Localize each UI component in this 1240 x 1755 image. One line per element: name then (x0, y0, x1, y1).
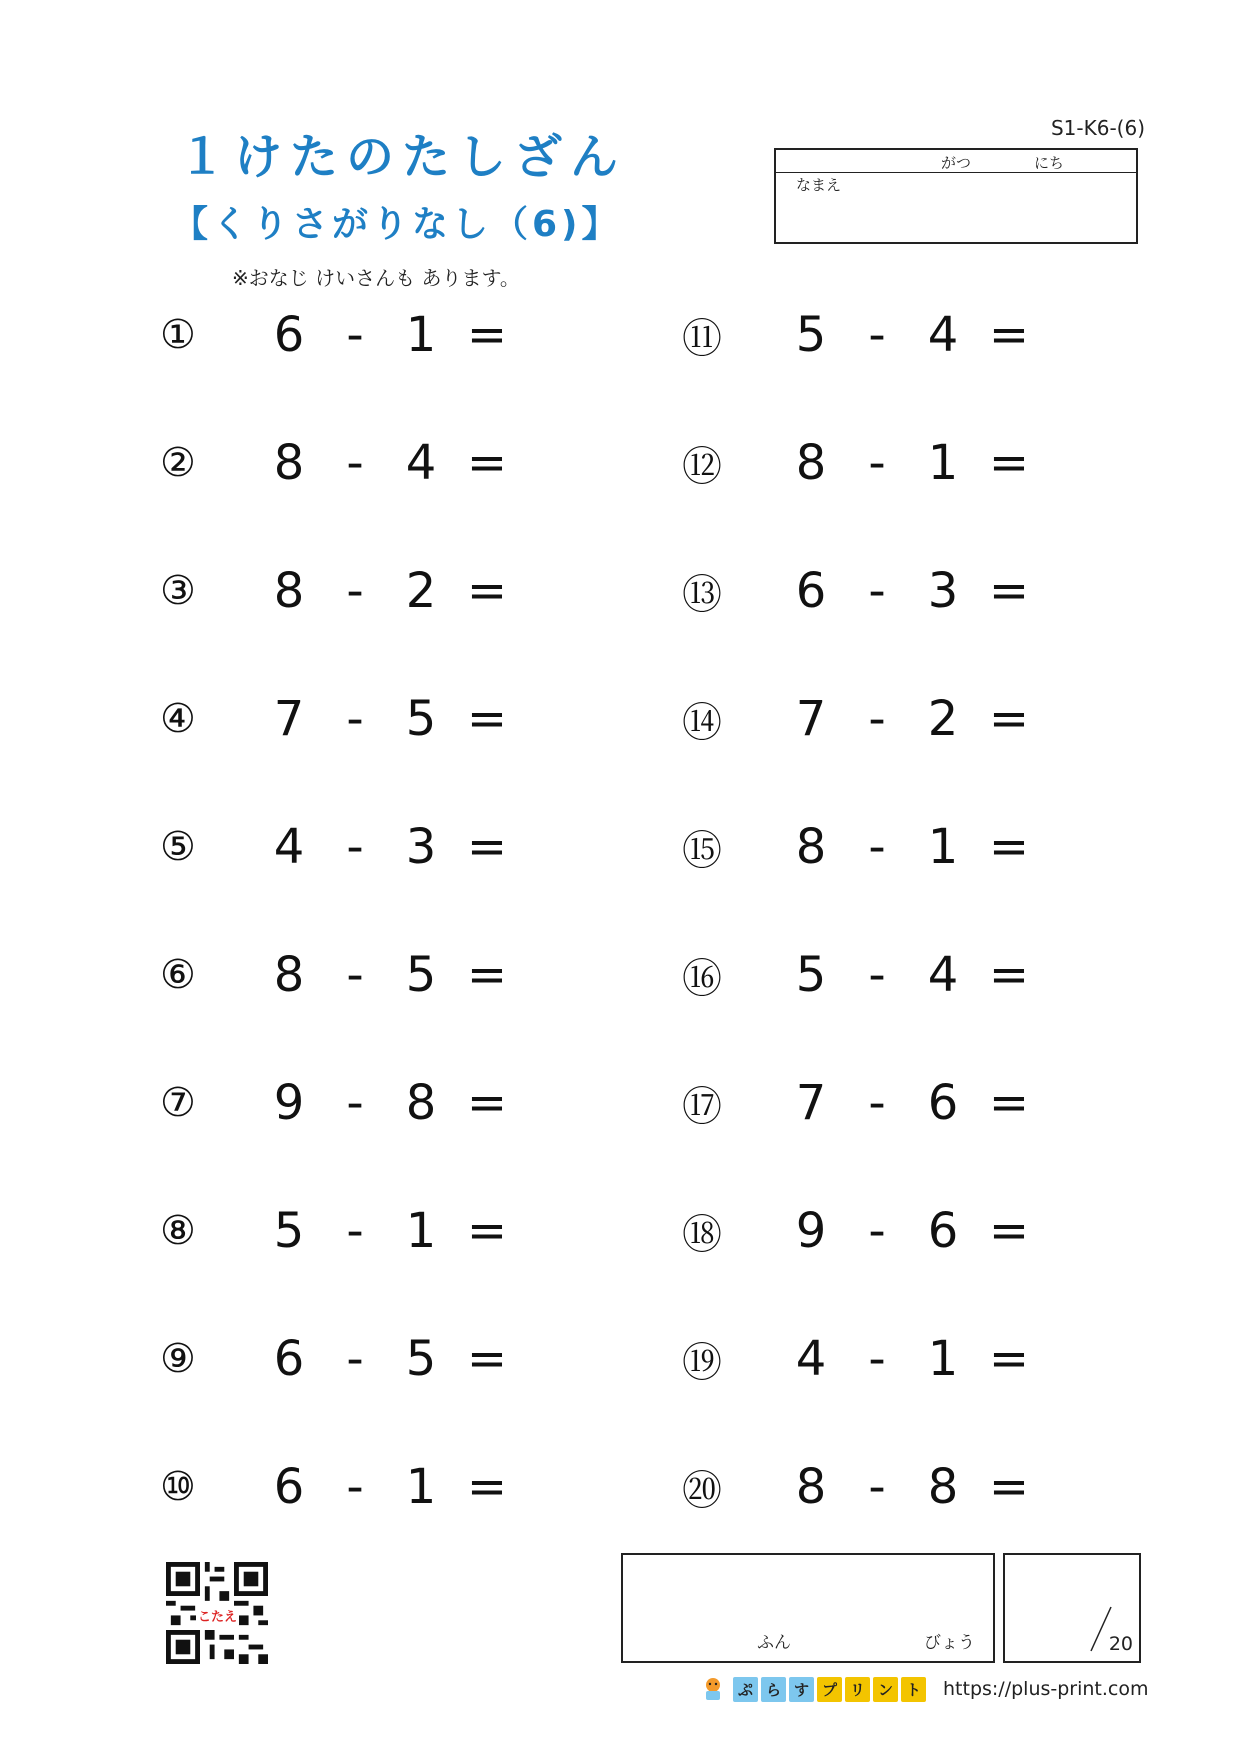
equals-sign: = (988, 1459, 1030, 1515)
minus-sign: - (346, 563, 364, 619)
brand-char: ら (761, 1677, 786, 1702)
problem-number: ⑰ (682, 1083, 722, 1130)
minuend: 9 (273, 1075, 305, 1131)
worksheet-code: S1-K6-(6) (1050, 116, 1145, 140)
mascot-icon (700, 1676, 726, 1702)
problem-5 (160, 812, 682, 882)
problem-number: ⑬ (682, 571, 722, 618)
problem-4 (160, 684, 682, 754)
minus-sign: - (346, 1075, 364, 1131)
problem-3 (160, 556, 682, 626)
problem-12 (682, 428, 1122, 498)
minuend: 8 (273, 563, 305, 619)
minuend: 5 (795, 947, 827, 1003)
problem-9 (160, 1324, 682, 1394)
subtrahend: 8 (405, 1075, 437, 1131)
subtrahend: 2 (927, 691, 959, 747)
minuend: 5 (273, 1203, 305, 1259)
minus-sign: - (346, 1331, 364, 1387)
problem-19 (682, 1324, 1122, 1394)
minuend: 8 (795, 435, 827, 491)
subtrahend: 3 (927, 563, 959, 619)
problem-number: ③ (160, 568, 196, 614)
brand-char: ン (873, 1677, 898, 1702)
problem-15 (682, 812, 1122, 882)
minuend: 5 (795, 307, 827, 363)
equals-sign: = (988, 691, 1030, 747)
seconds-label: びょう (924, 1633, 975, 1653)
problem-number: ⑤ (160, 824, 196, 870)
problem-number: ⑩ (160, 1464, 196, 1510)
problem-11 (682, 300, 1122, 370)
minus-sign: - (346, 1459, 364, 1515)
equals-sign: = (466, 435, 508, 491)
problem-number: ⑧ (160, 1208, 196, 1254)
problem-number: ② (160, 440, 196, 486)
minus-sign: - (868, 307, 886, 363)
equals-sign: = (466, 819, 508, 875)
problem-number: ⑯ (682, 955, 722, 1002)
minuend: 8 (273, 947, 305, 1003)
brand-char: ト (901, 1677, 926, 1702)
minus-sign: - (346, 947, 364, 1003)
problem-number: ④ (160, 696, 196, 742)
subtrahend: 2 (405, 563, 437, 619)
problem-17 (682, 1068, 1122, 1138)
minus-sign: - (346, 691, 364, 747)
problem-number: ⑫ (682, 443, 722, 490)
name-date-box[interactable] (774, 148, 1138, 244)
problem-16 (682, 940, 1122, 1010)
equals-sign: = (988, 819, 1030, 875)
minuend: 8 (795, 1459, 827, 1515)
time-box[interactable] (621, 1553, 995, 1663)
problem-8 (160, 1196, 682, 1266)
month-label: がつ (941, 154, 972, 172)
subtrahend: 8 (927, 1459, 959, 1515)
subtrahend: 5 (405, 947, 437, 1003)
brand-char: プ (817, 1677, 842, 1702)
equals-sign: = (466, 563, 508, 619)
minuend: 8 (273, 435, 305, 491)
problem-7 (160, 1068, 682, 1138)
equals-sign: = (988, 1331, 1030, 1387)
equals-sign: = (988, 947, 1030, 1003)
subtrahend: 5 (405, 1331, 437, 1387)
problem-number: ⑲ (682, 1339, 722, 1386)
problem-10 (160, 1452, 682, 1522)
minuend: 7 (795, 1075, 827, 1131)
minus-sign: - (868, 1331, 886, 1387)
minus-sign: - (346, 819, 364, 875)
subtrahend: 6 (927, 1203, 959, 1259)
subtrahend: 1 (927, 435, 959, 491)
minuend: 4 (795, 1331, 827, 1387)
name-label: なまえ (796, 176, 842, 194)
equals-sign: = (466, 307, 508, 363)
minus-sign: - (868, 691, 886, 747)
problem-1 (160, 300, 682, 370)
equals-sign: = (988, 435, 1030, 491)
repeat-note: ※おなじ けいさんも あります。 (232, 266, 520, 290)
problem-number: ① (160, 312, 196, 358)
equals-sign: = (466, 1331, 508, 1387)
worksheet-subtitle: 【くりさがりなし（6)】 (172, 204, 622, 245)
brand-char: す (789, 1677, 814, 1702)
minuend: 8 (795, 819, 827, 875)
minus-sign: - (868, 819, 886, 875)
equals-sign: = (466, 947, 508, 1003)
minus-sign: - (868, 1459, 886, 1515)
score-total: 20 (1108, 1633, 1133, 1655)
worksheet-title: １けたのたしざん (178, 129, 627, 185)
problem-6 (160, 940, 682, 1010)
brand-footer (700, 1674, 1149, 1704)
problem-18 (682, 1196, 1122, 1266)
subtrahend: 4 (405, 435, 437, 491)
problem-20 (682, 1452, 1122, 1522)
equals-sign: = (988, 307, 1030, 363)
problem-2 (160, 428, 682, 498)
score-box[interactable] (1003, 1553, 1141, 1663)
minuend: 6 (795, 563, 827, 619)
problem-number: ⑪ (682, 315, 722, 362)
brand-char: リ (845, 1677, 870, 1702)
subtrahend: 6 (927, 1075, 959, 1131)
problem-number: ⑭ (682, 699, 722, 746)
problem-number: ⑱ (682, 1211, 722, 1258)
minuend: 6 (273, 1459, 305, 1515)
minus-sign: - (868, 1203, 886, 1259)
minuend: 7 (273, 691, 305, 747)
subtrahend: 1 (405, 1203, 437, 1259)
problem-number: ⑥ (160, 952, 196, 998)
minus-sign: - (346, 1203, 364, 1259)
equals-sign: = (466, 1459, 508, 1515)
date-row (776, 150, 1136, 173)
equals-sign: = (988, 1203, 1030, 1259)
minuend: 6 (273, 307, 305, 363)
brand-char: ぷ (733, 1677, 758, 1702)
subtrahend: 1 (405, 1459, 437, 1515)
site-url[interactable]: https://plus-print.com (943, 1678, 1149, 1700)
minus-sign: - (868, 563, 886, 619)
minus-sign: - (346, 435, 364, 491)
subtrahend: 3 (405, 819, 437, 875)
minus-sign: - (868, 947, 886, 1003)
subtrahend: 4 (927, 947, 959, 1003)
problem-number: ⑨ (160, 1336, 196, 1382)
subtrahend: 5 (405, 691, 437, 747)
problem-number: ⑳ (682, 1467, 722, 1514)
subtrahend: 1 (927, 819, 959, 875)
minus-sign: - (868, 1075, 886, 1131)
day-label: にち (1034, 154, 1065, 172)
equals-sign: = (466, 1203, 508, 1259)
minuend: 7 (795, 691, 827, 747)
problem-13 (682, 556, 1122, 626)
minus-sign: - (868, 435, 886, 491)
answer-label: こたえ (196, 1606, 239, 1625)
equals-sign: = (466, 691, 508, 747)
equals-sign: = (988, 563, 1030, 619)
equals-sign: = (988, 1075, 1030, 1131)
minus-sign: - (346, 307, 364, 363)
problem-number: ⑮ (682, 827, 722, 874)
minuend: 9 (795, 1203, 827, 1259)
minuend: 4 (273, 819, 305, 875)
minutes-label: ふん (757, 1633, 791, 1653)
subtrahend: 1 (405, 307, 437, 363)
problem-grid (160, 300, 1122, 1580)
subtrahend: 4 (927, 307, 959, 363)
subtrahend: 1 (927, 1331, 959, 1387)
minuend: 6 (273, 1331, 305, 1387)
problem-14 (682, 684, 1122, 754)
problem-number: ⑦ (160, 1080, 196, 1126)
equals-sign: = (466, 1075, 508, 1131)
